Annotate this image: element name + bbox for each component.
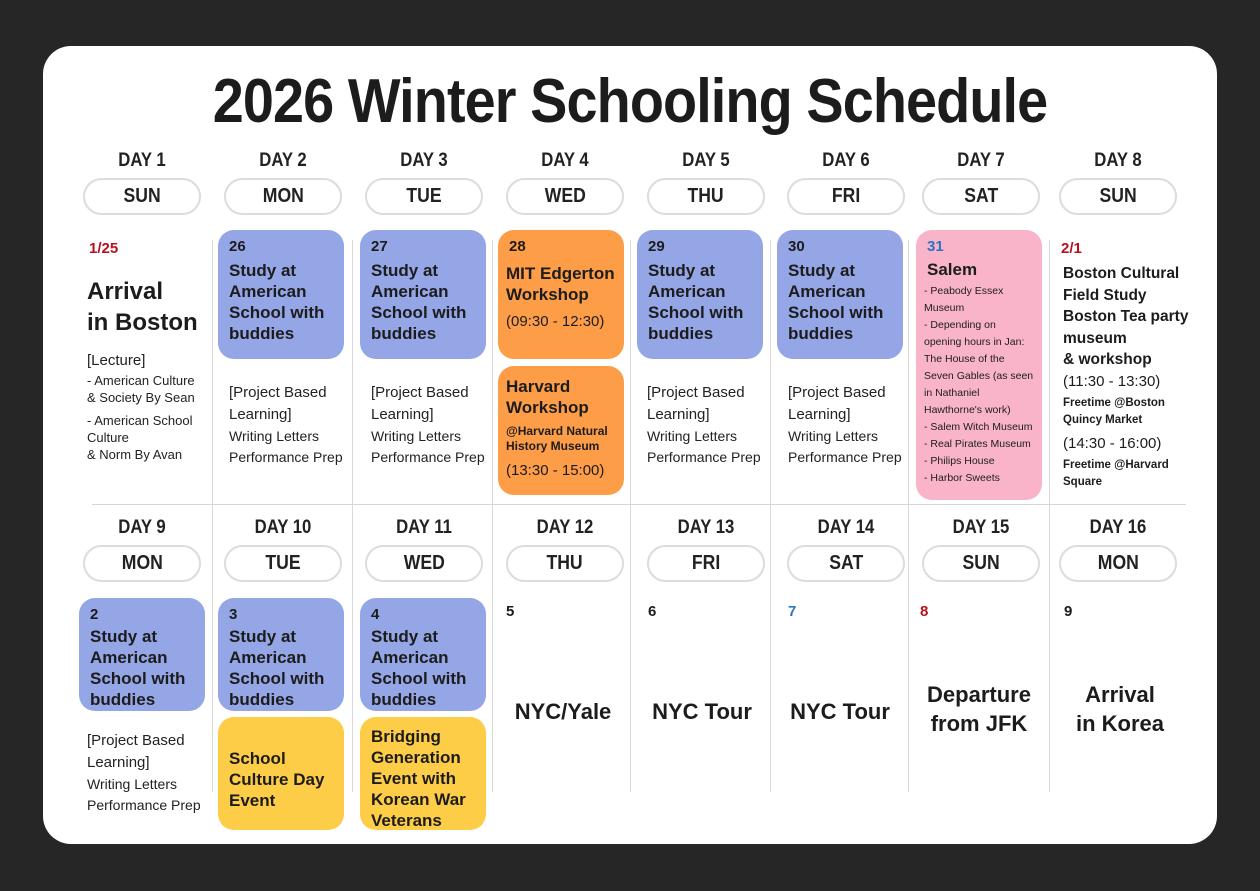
weekday-pill: TUE [224, 545, 342, 582]
study-block: 26 Study at American School with buddies [218, 230, 344, 359]
weekday-pill: SAT [787, 545, 905, 582]
day-label: DAY 2 [259, 150, 307, 171]
date-number: 1/25 [89, 240, 119, 257]
salem-items: - Peabody Essex Museum - Depending on opening hours in Jan: The House of the Seven Gables (as seen in Nathaniel Hawthorne's work) - Salem Witch Museum - Real Pirates Museum - Philips House - Harbor Sweets [924, 285, 1034, 484]
weekday-pill: SUN [922, 545, 1040, 582]
date-number: 5 [506, 603, 515, 620]
pbl-info: [Project Based Learning] Writing Letters Performance Prep [647, 384, 761, 465]
weekday-pill: MON [1059, 545, 1177, 582]
column-divider [352, 240, 353, 792]
weekday-pill: TUE [365, 178, 483, 215]
day-label: DAY 5 [682, 150, 730, 171]
weekday-pill: WED [365, 545, 483, 582]
culture-day-block: School Culture Day Event [218, 717, 344, 830]
date-number: 8 [920, 603, 929, 620]
day-label: DAY 1 [118, 150, 166, 171]
date-number: 9 [1064, 603, 1073, 620]
page-title: 2026 Winter Schooling Schedule [212, 67, 1048, 136]
day-label: DAY 14 [817, 517, 875, 538]
study-block: 4 Study at American School with buddies [360, 598, 486, 711]
salem-block: 31 Salem - Peabody Essex Museum - Depending on opening hours in Jan: The House of the Seven Gables (as seen in Nathaniel Hawthorne's work) - Salem Witch Museum - Real Pirates Museum - Philips House - Harbor Sweets [916, 230, 1042, 500]
boston-field-study: Boston Cultural Field Study Boston Tea party museum & workshop (11:30 - 13:30) Freetime @Boston Quincy Market (14:30 - 16:00) Freetime @Harvard Square [1063, 265, 1189, 488]
day-label: DAY 11 [396, 517, 452, 538]
day-label: DAY 3 [400, 150, 448, 171]
day-label: DAY 9 [118, 517, 166, 538]
departure-label: Departure from JFK [927, 682, 1031, 736]
pbl-info: [Project Based Learning] Writing Letters Performance Prep [788, 384, 902, 465]
arrival-korea-label: Arrival in Korea [1075, 682, 1165, 736]
study-block: 29 Study at American School with buddies [637, 230, 763, 359]
veterans-event-block: Bridging Generation Event with Korean War Veterans [360, 717, 486, 830]
day-label: DAY 15 [952, 517, 1010, 538]
day-label: DAY 16 [1089, 517, 1147, 538]
weekday-pill: THU [647, 178, 765, 215]
mit-workshop-block: 28 MIT Edgerton Workshop (09:30 - 12:30) [498, 230, 624, 359]
weekday-pill: SUN [1059, 178, 1177, 215]
lecture-info: [Lecture] - American Culture & Society By Sean - American School Culture & Norm By Avan [87, 352, 195, 462]
date-number: 2/1 [1061, 240, 1082, 257]
weekday-pill: FRI [647, 545, 765, 582]
study-block: 27 Study at American School with buddies [360, 230, 486, 359]
date-number: 6 [648, 603, 657, 620]
arrival-title: Arrival in Boston [87, 278, 198, 336]
weekday-pill: THU [506, 545, 624, 582]
day-label: DAY 6 [822, 150, 870, 171]
pbl-info: [Project Based Learning] Writing Letters Performance Prep [229, 384, 343, 465]
column-divider [492, 240, 493, 792]
weekday-pill: MON [83, 545, 201, 582]
column-divider [212, 240, 213, 792]
nyc-tour-label: NYC Tour [790, 699, 890, 724]
row-divider [92, 504, 1186, 505]
weekday-pill: FRI [787, 178, 905, 215]
nyc-yale-label: NYC/Yale [514, 699, 612, 724]
weekday-pill: SUN [83, 178, 201, 215]
day-label: DAY 4 [541, 150, 589, 171]
nyc-tour-label: NYC Tour [652, 699, 752, 724]
day-label: DAY 12 [536, 517, 594, 538]
date-number: 7 [788, 603, 797, 620]
pbl-info: [Project Based Learning] Writing Letters Performance Prep [87, 732, 201, 813]
day-label: DAY 8 [1094, 150, 1142, 171]
harvard-workshop-block: Harvard Workshop @Harvard Natural History Museum (13:30 - 15:00) [498, 366, 624, 495]
study-block: 30 Study at American School with buddies [777, 230, 903, 359]
day-label: DAY 10 [254, 517, 312, 538]
weekday-pill: WED [506, 178, 624, 215]
day-label: DAY 7 [957, 150, 1005, 171]
day-label: DAY 13 [677, 517, 735, 538]
weekday-pill: MON [224, 178, 342, 215]
study-block: 2 Study at American School with buddies [79, 598, 205, 711]
study-block: 3 Study at American School with buddies [218, 598, 344, 711]
pbl-info: [Project Based Learning] Writing Letters Performance Prep [371, 384, 485, 465]
weekday-pill: SAT [922, 178, 1040, 215]
